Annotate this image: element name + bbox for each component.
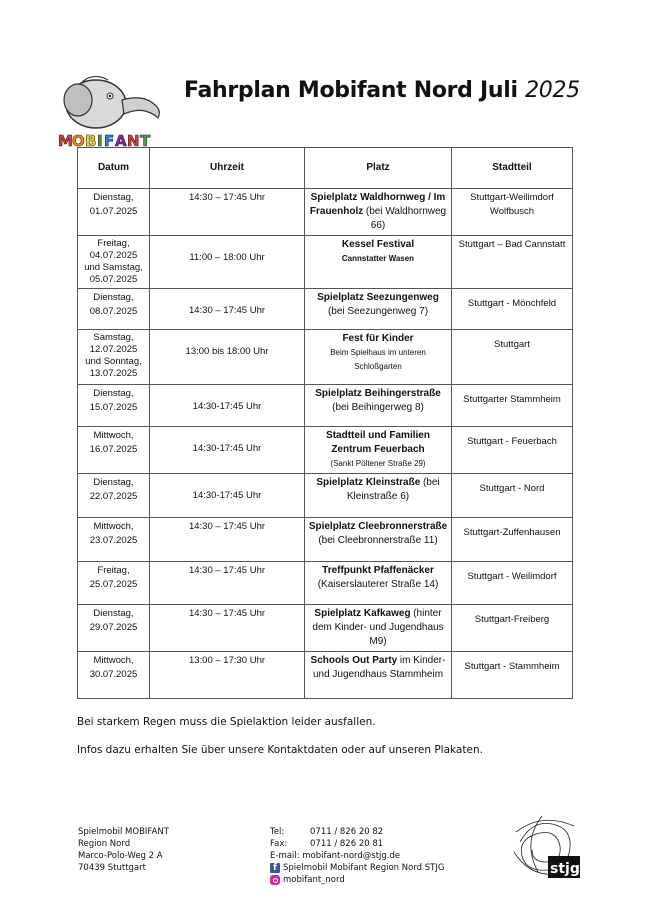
cell-time: 14:30 – 17:45 Uhr (150, 562, 305, 605)
address-line: Region Nord (78, 839, 131, 849)
rain-note: Bei starkem Regen muss die Spielaktion leider ausfallen. (77, 716, 376, 728)
cell-place (305, 518, 452, 562)
date-line: 25.07.2025 (89, 579, 138, 590)
svg-text:B: B (85, 132, 97, 150)
cell-district: Stuttgart – Bad Cannstatt (452, 236, 573, 289)
cell-date (78, 605, 150, 652)
place-name: Spielplatz Waldhornweg / Im Frauenholz (309, 192, 446, 217)
email-link[interactable]: E-mail: mobifant-nord@stjg.de (270, 851, 401, 861)
title-main: Fahrplan Mobifant Nord Juli (184, 78, 518, 103)
svg-text:stjg: stjg (550, 861, 580, 877)
cell-date (78, 427, 150, 474)
cell-district: Stuttgart (452, 330, 573, 385)
table-row (78, 189, 573, 236)
cell-date (78, 474, 150, 518)
footer-contact (270, 826, 444, 886)
svg-text:T: T (140, 132, 151, 150)
date-line: Dienstag, (93, 388, 134, 399)
table-row (78, 289, 573, 330)
place-name: Spielplatz Seezungenweg (317, 292, 439, 303)
cell-date (78, 189, 150, 236)
cell-place (305, 289, 452, 330)
table-row (78, 236, 573, 289)
date-line: und Sonntag, (85, 356, 142, 367)
date-line: Freitag, (97, 565, 130, 576)
header-uhrzeit: Uhrzeit (150, 148, 305, 189)
table-header-row (78, 148, 573, 189)
date-line: und Samstag, (84, 262, 143, 273)
date-line: 29.07.2025 (89, 622, 138, 633)
cell-district: Stuttgart-Weilimdorf Wolfbusch (452, 189, 573, 236)
cell-place (305, 562, 452, 605)
elephant-logo-icon (64, 76, 159, 128)
cell-time: 14:30 – 17:45 Uhr (150, 605, 305, 652)
place-detail: (bei Cleebronnerstraße 11) (318, 535, 438, 546)
table-row (78, 518, 573, 562)
header-stadtteil: Stadtteil (452, 148, 573, 189)
place-name: Spielplatz Kafkaweg (314, 608, 411, 619)
date-line: 04.07.2025 (89, 250, 138, 261)
date-line: 05.07.2025 (89, 274, 138, 285)
place-detail: (bei Seezungenweg 7) (327, 306, 429, 317)
instagram-label: mobifant_nord (283, 875, 345, 885)
cell-district: Stuttgart - Feuerbach (452, 427, 573, 474)
cell-place (305, 330, 452, 385)
cell-date (78, 562, 150, 605)
cell-time: 13:00 – 17:30 Uhr (150, 652, 305, 699)
cell-time: 14:30-17:45 Uhr (150, 427, 305, 474)
page-title (184, 78, 580, 103)
cell-district: Stuttgart - Stammheim (452, 652, 573, 699)
cell-date (78, 236, 150, 289)
svg-text:A: A (115, 132, 127, 150)
instagram-icon (270, 875, 280, 885)
place-detail: Beim Spielhaus im unteren Schloßgarten (330, 348, 426, 371)
info-note: Infos dazu erhalten Sie über unsere Kontaktdaten oder auf unseren Plakaten. (77, 744, 483, 756)
mobifant-logo (54, 70, 172, 154)
place-name: Stadtteil und Familien Zentrum Feuerbach (326, 430, 430, 455)
date-line: Dienstag, (93, 292, 134, 303)
svg-text:N: N (127, 132, 140, 150)
table-row (78, 330, 573, 385)
cell-time: 11:00 – 18:00 Uhr (150, 236, 305, 289)
date-line: 12.07.2025 (89, 344, 138, 355)
address-line: 70439 Stuttgart (78, 863, 146, 873)
cell-time: 14:30 – 17:45 Uhr (150, 289, 305, 330)
table-row (78, 427, 573, 474)
cell-district: Stuttgart-Zuffenhausen (452, 518, 573, 562)
fax-value: 0711 / 826 20 81 (310, 839, 384, 849)
date-line: 15.07.2025 (89, 402, 138, 413)
date-line: Samstag, (93, 332, 134, 343)
svg-text:M: M (58, 132, 73, 150)
address-line: Marco-Polo-Weg 2 A (78, 851, 163, 861)
tel-value: 0711 / 826 20 82 (310, 827, 384, 837)
date-line: 23.07.2025 (89, 535, 138, 546)
tel-label: Tel: (270, 827, 285, 837)
facebook-label: Spielmobil Mobifant Region Nord STJG (283, 863, 445, 873)
place-name: Spielplatz Cleebronnerstraße (308, 521, 448, 532)
date-line: 13.07.2025 (89, 368, 138, 379)
date-line: 01.07.2025 (89, 206, 138, 217)
cell-district: Stuttgart - Mönchfeld (452, 289, 573, 330)
date-line: Mittwoch, (93, 521, 134, 532)
svg-text:O: O (72, 132, 85, 150)
table-row (78, 652, 573, 699)
place-detail: im Kinder- und Jugendhaus Stammheim (312, 655, 446, 680)
place-detail: (bei Waldhornweg 66) (365, 206, 447, 231)
place-name: Treffpunkt Pfaffenäcker (322, 565, 434, 576)
cell-place (305, 605, 452, 652)
svg-text:F: F (104, 132, 115, 150)
place-name: Fest für Kinder (342, 333, 414, 344)
cell-place (305, 385, 452, 427)
svg-text:I: I (97, 132, 103, 150)
cell-time: 14:30 – 17:45 Uhr (150, 518, 305, 562)
date-line: Dienstag, (93, 608, 134, 619)
cell-time: 14:30-17:45 Uhr (150, 474, 305, 518)
date-line: Dienstag, (93, 192, 134, 203)
date-line: 16.07.2025 (89, 444, 138, 455)
place-name: Schools Out Party (310, 655, 398, 666)
facebook-icon: f (270, 863, 280, 873)
facebook-row[interactable] (270, 862, 444, 874)
place-name: Spielplatz Beihingerstraße (315, 388, 441, 399)
cell-date (78, 652, 150, 699)
cell-place (305, 427, 452, 474)
date-line: 30.07.2025 (89, 669, 138, 680)
cell-date (78, 385, 150, 427)
cell-time: 14:30-17:45 Uhr (150, 385, 305, 427)
date-line: Mittwoch, (93, 655, 134, 666)
table-row (78, 474, 573, 518)
place-name: Kessel Festival (341, 239, 415, 250)
cell-place (305, 236, 452, 289)
place-detail: (Kaiserslauterer Straße 14) (317, 579, 439, 590)
address-line: Spielmobil MOBIFANT (78, 827, 169, 837)
cell-district: Stuttgart - Nord (452, 474, 573, 518)
place-detail: (hinter dem Kinder- und Jugendhaus M9) (312, 608, 444, 647)
tel-row (270, 826, 444, 838)
table-row (78, 562, 573, 605)
cell-time: 13:00 bis 18:00 Uhr (150, 330, 305, 385)
cell-time: 14:30 – 17:45 Uhr (150, 189, 305, 236)
cell-district: Stuttgarter Stammheim (452, 385, 573, 427)
cell-date (78, 289, 150, 330)
place-detail: Cannstatter Wasen (341, 254, 415, 263)
header-platz: Platz (305, 148, 452, 189)
place-name: Spielplatz Kleinstraße (316, 477, 421, 488)
date-line: Freitag, (97, 238, 130, 249)
fax-label: Fax: (270, 839, 288, 849)
date-line: 08.07.2025 (89, 306, 138, 317)
table-row (78, 385, 573, 427)
cell-place (305, 189, 452, 236)
instagram-row[interactable] (270, 874, 444, 886)
table-row (78, 605, 573, 652)
date-line: Mittwoch, (93, 430, 134, 441)
cell-date (78, 518, 150, 562)
title-year: 2025 (525, 78, 580, 103)
cell-district: Stuttgart - Weilimdorf (452, 562, 573, 605)
place-detail: (bei Beihingerweg 8) (332, 402, 424, 413)
cell-place (305, 474, 452, 518)
date-line: Dienstag, (93, 477, 134, 488)
fax-row (270, 838, 444, 850)
place-detail: (Sankt Pöltener Straße 29) (330, 459, 426, 468)
date-line: 22.07.2025 (89, 491, 138, 502)
cell-district: Stuttgart-Freiberg (452, 605, 573, 652)
schedule-table (77, 147, 573, 699)
cell-date (78, 330, 150, 385)
place-detail: (bei Kleinstraße 6) (346, 477, 440, 502)
stjg-logo-icon (512, 812, 582, 882)
cell-place (305, 652, 452, 699)
footer-address (78, 826, 169, 874)
header-datum: Datum (78, 148, 150, 189)
